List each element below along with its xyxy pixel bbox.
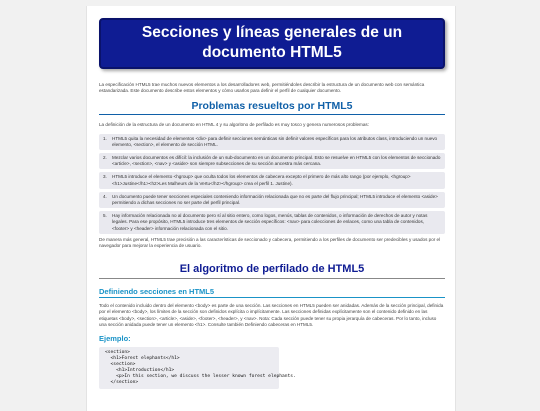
section-heading-algorithm: El algoritmo de perfilado de HTML5 (99, 263, 445, 279)
list-text: Un documento puede tener secciones especiales conteniendo información relacionada que no es parte del flujo principal; HTML5 introduce el elemento <aside> permitiendo a dichas secciones no ser parte del perfil principal. (112, 193, 438, 206)
code-line: <section> (105, 362, 136, 368)
list-number: 1. (103, 135, 107, 141)
list-number: 3. (103, 174, 107, 180)
code-block (99, 347, 296, 389)
list-text: Mezclar varios documentos es difícil: la inclusión de un sub-documento en un documento principal. Esto se resuelve en HTML5 con los elementos de seccionado <article>, <section>, <nav> y <aside> son siempre subsecciones de su sección ancestra más cercana. (112, 155, 441, 167)
code-line: <h1>Introduction</h1> (105, 368, 175, 374)
list-item (99, 153, 445, 169)
sections-paragraph: Todo el contenido incluido dentro del elemento <body> es parte de una sección. Las secciones en HTML5 pueden ser anidadas. Además de la sección principal, definida por el elemento <body>, los límites de la sección son definidos explícita o implícitamente. Las secciones definidas explícitamente son el contenido definido en las etiquetas <body>, <section>, <article>, <aside>, <footer>, <header>, y <nav>. Nota: Cada sección puede tener su propia jerarquía de cabeceras. Por lo tanto, incluso una sección anidada puede tener un elemento <h1>. Consulte también Definiendo cabeceras en HTML5. (99, 303, 444, 327)
code-line: <section> (105, 350, 130, 356)
intro-paragraph: La especificación HTML5 trae muchos nuevos elementos a los desarrolladores web, permitiéndoles describir la estructura de un documento web con semántica estandarizada. Este documento describe estos elementos y cómo usarlos para definir el perfil de cualquier documento. (99, 82, 425, 94)
list-number: 5. (103, 213, 107, 219)
example-label: Ejemplo: (99, 334, 131, 344)
code-line: </section> (105, 380, 139, 386)
list-text: Hay información relacionada no al documento pero sí al sitio entero, como logos, menús, tablas de contenidos, o información de derechos de autor y notas legales. Para ese propósito, HTML5 introduce tres elementos de sección específicos: <nav> para colecciones de enlaces, como una tabla de contenidos, <footer> y <header> información relacionada con el sitio. (112, 213, 428, 231)
list-item (99, 192, 445, 208)
code-line: <h1>Forest elephants</h1> (105, 356, 180, 362)
code-line: <p>In this section, we discuss the lesser known forest elephants. (105, 374, 296, 380)
list-text: HTML5 introduce el elemento <hgroup> que oculta todos los elementos de cabecera excepto el primero de más alto rango (por ejemplo, <hgroup><h1>Justine</h1><h2>Les Malheurs de la Vertu</h2></hgroup> crea el perfil 1. Justine). (112, 174, 411, 186)
list-item (99, 134, 445, 150)
closing-paragraph: De manera más general, HTML5 trae precisión a las características de seccionado y cabecera, permitiendo a los perfiles de documento ser predecibles y usados por el navegador para mejorar la experiencia de usuario. (99, 236, 441, 249)
list-item (99, 211, 445, 234)
problems-list (99, 134, 445, 234)
document-page (86, 6, 456, 411)
list-number: 4. (103, 193, 107, 199)
subsection-heading: Definiendo secciones en HTML5 (99, 287, 445, 298)
section-heading-problems: Problemas resueltos por HTML5 (99, 100, 445, 115)
list-item (99, 172, 445, 188)
problems-lead: La definición de la estructura de un documento en HTML 4 y su algoritmo de perfilado es muy tosco y genera numerosos problemas: (99, 122, 369, 128)
list-number: 2. (103, 155, 107, 161)
list-text: HTML5 quita la necesidad de elementos <div> para definir secciones semánticas sin definir valores específicos para los atributos class, introduciendo un nuevo elemento, <section>, el elemento de sección HTML. (112, 135, 438, 147)
page-title: Secciones y líneas generales de un documento HTML5 (99, 18, 445, 69)
